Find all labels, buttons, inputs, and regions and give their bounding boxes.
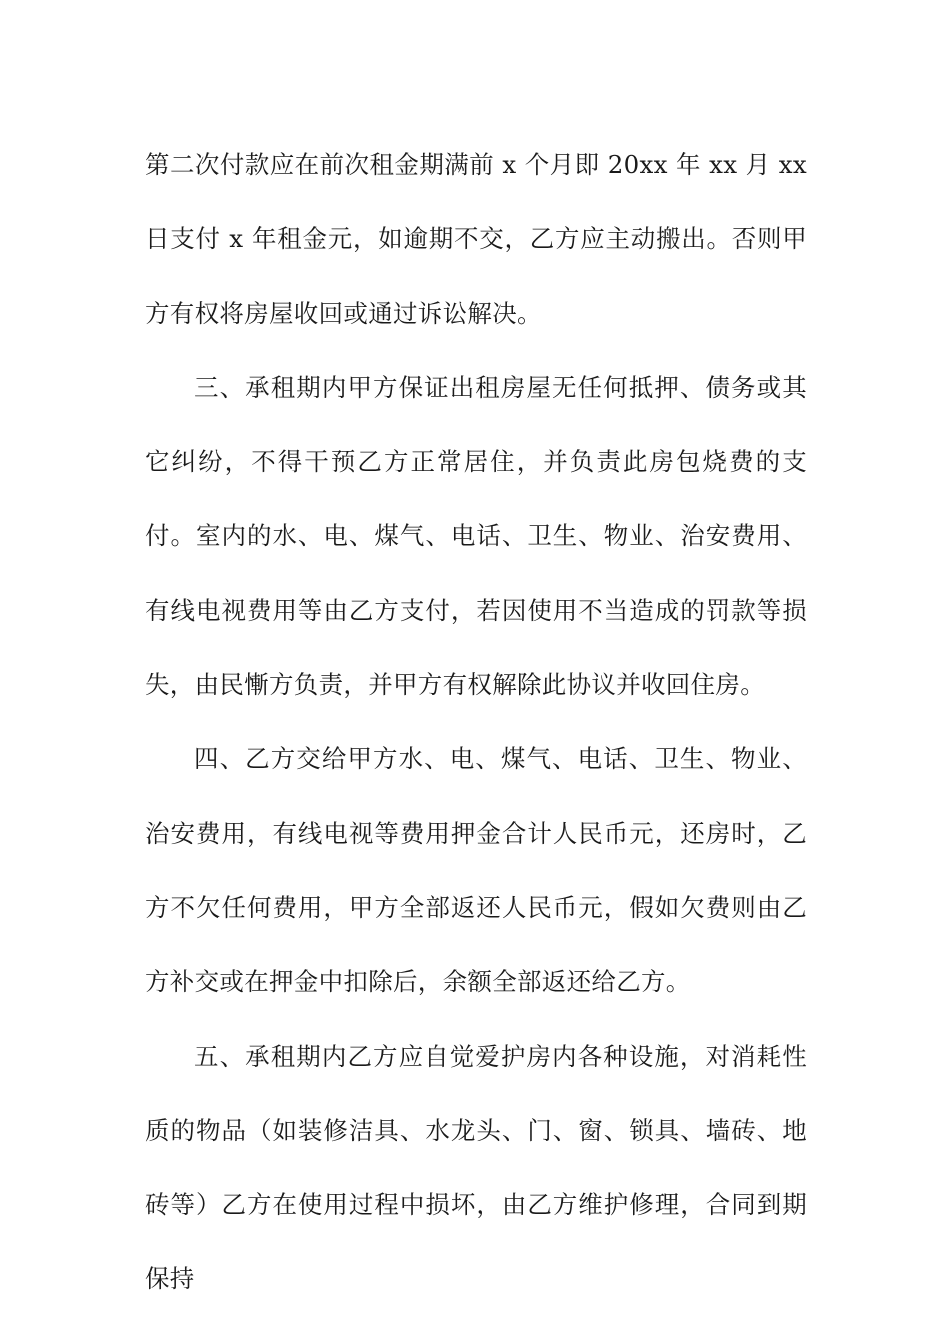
document-body — [145, 128, 807, 1317]
paragraph-clause-five: 五、承租期内乙方应自觉爱护房内各种设施，对消耗性质的物品（如装修洁具、水龙头、门、窗、锁具、墙砖、地砖等）乙方在使用过程中损坏，由乙方维护修理，合同到期保持 — [145, 1041, 807, 1294]
paragraph-clause-three: 三、承租期内甲方保证出租房屋无任何抵押、债务或其它纠纷，不得干预乙方正常居住，并负责此房包烧费的支付。室内的水、电、煤气、电话、卫生、物业、治安费用、有线电视费用等由乙方支付，若因使用不当造成的罚款等损失，由民慚方负责，并甲方有权解除此协议并收回住房。 — [145, 372, 807, 700]
paragraph-clause-four: 四、乙方交给甲方水、电、煤气、电话、卫生、物业、治安费用，有线电视等费用押金合计人民币元，还房时，乙方不欠任何费用，甲方全部返还人民币元，假如欠费则由乙方补交或在押金中扣除后，余额全部返还给乙方。 — [145, 744, 807, 997]
paragraph-payment-terms: 第二次付款应在前次租金期满前 x 个月即 20xx 年 xx 月 xx 日支付 x 年租金元，如逾期不交，乙方应主动搬出。否则甲方有权将房屋收回或通过诉讼解决。 — [145, 150, 807, 328]
